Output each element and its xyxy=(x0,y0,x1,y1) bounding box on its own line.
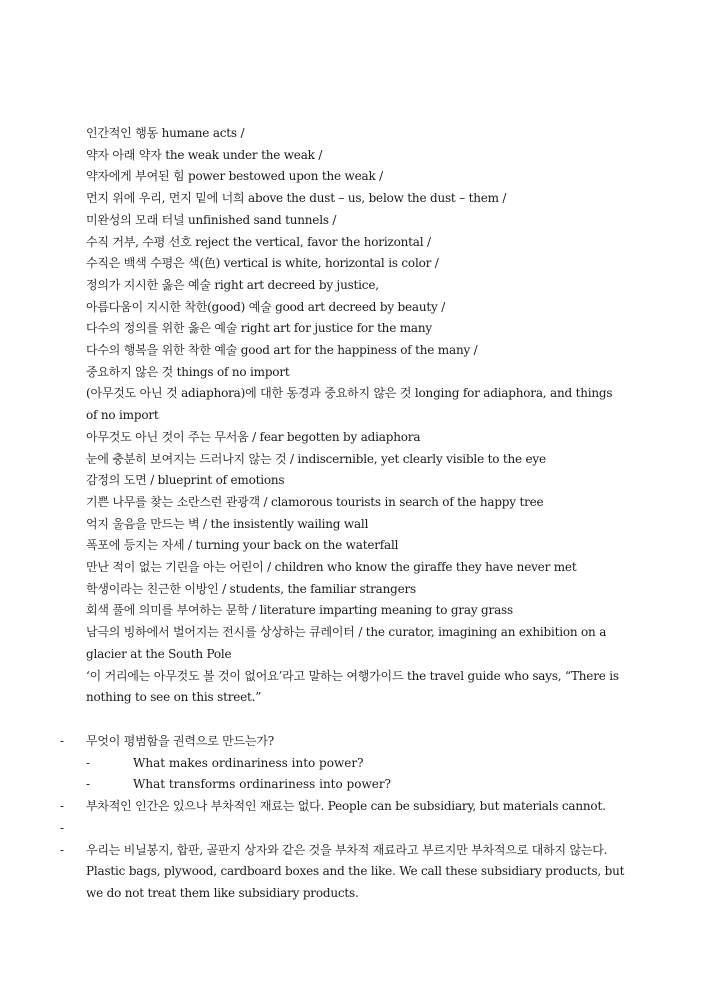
phrase-line: 폭포에 등지는 자세 / turning your back on the waterfall xyxy=(86,538,399,553)
bullet-text: 우리는 비닐봉지, 합판, 골판지 상자와 같은 것을 부차적 재료라고 부르지만 부차적으로 대하지 않는다. Plastic bags, plywood, cardboard boxes and the like. We call these subsidiary products, but we do not treat them like subsidiary products. xyxy=(86,842,625,900)
phrase-line: 정의가 지시한 옳은 예술 right art decreed by justice, xyxy=(86,277,379,292)
bullet-dash: - xyxy=(60,820,64,835)
bullet-text: What makes ordinariness into power? xyxy=(133,755,364,770)
bullet-text: 무엇이 평범함을 권력으로 만드는가? xyxy=(86,734,274,748)
bullet-dash: - xyxy=(86,777,91,792)
phrase-line: 다수의 정의를 위한 옳은 예술 right art for justice for the many xyxy=(86,321,432,336)
bullet-text: 부차적인 인간은 있으나 부차적인 재료는 없다. People can be subsidiary, but materials cannot. xyxy=(86,799,606,814)
phrase-line: 약자에게 부여된 힘 power bestowed upon the weak / xyxy=(86,169,383,184)
bullet-list xyxy=(60,731,630,905)
sub-bullet-item xyxy=(60,774,630,796)
phrase-line: 인간적인 행동 humane acts / xyxy=(86,126,245,140)
phrase-line: 수직 거부, 수평 선호 reject the vertical, favor the horizontal / xyxy=(86,234,431,249)
bullet-item xyxy=(60,731,630,753)
sub-bullet-item xyxy=(60,753,630,775)
bullet-dash: - xyxy=(60,799,64,814)
bullet-dash: - xyxy=(60,842,64,857)
phrase-line: 수직은 백색 수평은 색(色) vertical is white, horizontal is color / xyxy=(86,256,439,271)
phrase-line: 중요하지 않은 것 things of no import xyxy=(86,364,290,379)
phrase-line: 먼지 위에 우리, 먼지 밑에 너희 above the dust – us, below the dust – them / xyxy=(86,191,507,206)
phrase-line: 기쁜 나무를 찾는 소란스런 관광객 / clamorous tourists in search of the happy tree xyxy=(86,494,544,509)
phrase-line: 약자 아래 약자 the weak under the weak / xyxy=(86,147,323,162)
phrase-line: 아무것도 아닌 것이 주는 무서움 / fear begotten by adiaphora xyxy=(86,429,421,444)
bullet-dash: - xyxy=(86,755,91,770)
phrase-line: 다수의 행복을 위한 착한 예술 good art for the happiness of the many / xyxy=(86,343,478,358)
phrase-line: ‘이 거리에는 아무것도 볼 것이 없어요’라고 말하는 여행가이드 the travel guide who says, “There is nothing to see on this street.” xyxy=(86,668,619,705)
bullet-item xyxy=(60,840,630,905)
phrase-line: 눈에 충분히 보여지는 드러나지 않는 것 / indiscernible, yet clearly visible to the eye xyxy=(86,451,546,466)
phrase-line: 남극의 빙하에서 벌어지는 전시를 상상하는 큐레이터 / the curator, imagining an exhibition on a glacier at the South Pole xyxy=(86,625,607,661)
phrase-line: 억지 울음을 만드는 벽 / the insistently wailing wall xyxy=(86,516,369,531)
phrase-line: 학생이라는 친근한 이방인 / students, the familiar strangers xyxy=(86,581,416,596)
phrase-line: 회색 풀에 의미를 부여하는 문학 / literature imparting meaning to gray grass xyxy=(86,603,513,618)
phrase-list xyxy=(86,123,626,709)
bullet-text: What transforms ordinariness into power? xyxy=(133,777,391,792)
phrase-line: 만난 적이 없는 기린을 아는 어린이 / children who know the giraffe they have never met xyxy=(86,560,577,575)
phrase-line: 아름다움이 지시한 착한(good) 예술 good art decreed by beauty / xyxy=(86,299,446,314)
phrase-line: (아무것도 아닌 것 adiaphora)에 대한 동경과 중요하지 않은 것 longing for adiaphora, and things of no import xyxy=(86,386,613,423)
bullet-item xyxy=(60,796,630,818)
bullet-dash: - xyxy=(60,734,64,748)
phrase-line: 미완성의 모래 터널 unfinished sand tunnels / xyxy=(86,212,337,227)
phrase-line: 감정의 도면 / blueprint of emotions xyxy=(86,473,285,488)
bullet-item-empty xyxy=(60,818,630,840)
